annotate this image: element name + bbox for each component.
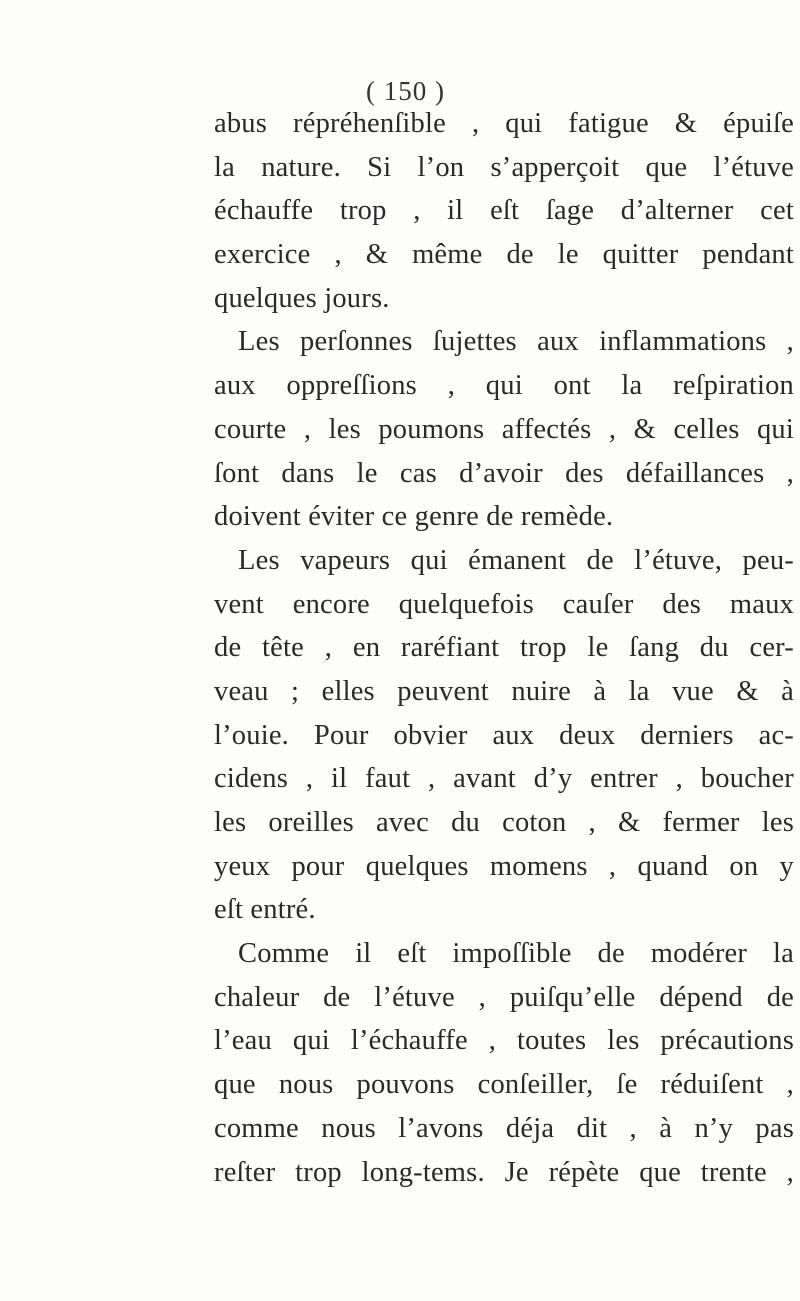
text-line: l’eau qui l’échauffe , toutes les précautions [214, 1025, 794, 1057]
text-line: échauffe trop , il eſt ſage d’alterner cet [214, 195, 794, 227]
text-line: vent encore quelquefois cauſer des maux [214, 588, 794, 620]
text-line: les oreilles avec du coton , & fermer les [214, 807, 794, 838]
text-line: yeux pour quelques momens , quand on y [214, 850, 794, 882]
page-number: ( 150 ) [366, 76, 445, 106]
text-line: Comme il eſt impoſſible de modérer la [238, 938, 794, 970]
text-line: courte , les poumons affectés , & celles qui [214, 413, 794, 445]
text-line: Les vapeurs qui émanent de l’étuve, peu- [238, 544, 794, 576]
text-line: quelques jours. [214, 282, 390, 314]
text-line: de tête , en raréfiant trop le ſang du cer- [214, 632, 794, 664]
text-line: eſt entré. [214, 894, 316, 926]
text-line: comme nous l’avons déja dit , à n’y pas [214, 1112, 794, 1144]
text-line: Les perſonnes ſujettes aux inflammations , [238, 326, 794, 358]
text-line: chaleur de l’étuve , puiſqu’elle dépend de [214, 981, 794, 1013]
text-line: reſter trop long-tems. Je répète que trente , [214, 1156, 794, 1188]
text-line: doivent éviter ce genre de remède. [214, 501, 614, 533]
text-line: l’ouie. Pour obvier aux deux derniers ac- [214, 719, 794, 751]
text-line: aux oppreſſions , qui ont la reſpiration [214, 370, 794, 402]
text-line: la nature. Si l’on s’apperçoit que l’étuve [214, 151, 794, 183]
text-line: ſont dans le cas d’avoir des défaillances , [214, 457, 794, 489]
text-line: exercice , & même de le quitter pendant [214, 239, 794, 271]
text-line: que nous pouvons conſeiller, ſe réduiſent , [214, 1069, 794, 1101]
text-line: cidens , il faut , avant d’y entrer , boucher [214, 763, 794, 795]
text-line: abus répréhenſible , qui fatigue & épuiſe [214, 108, 794, 139]
body-text [214, 102, 794, 1194]
text-line: veau ; elles peuvent nuire à la vue & à [214, 675, 794, 707]
